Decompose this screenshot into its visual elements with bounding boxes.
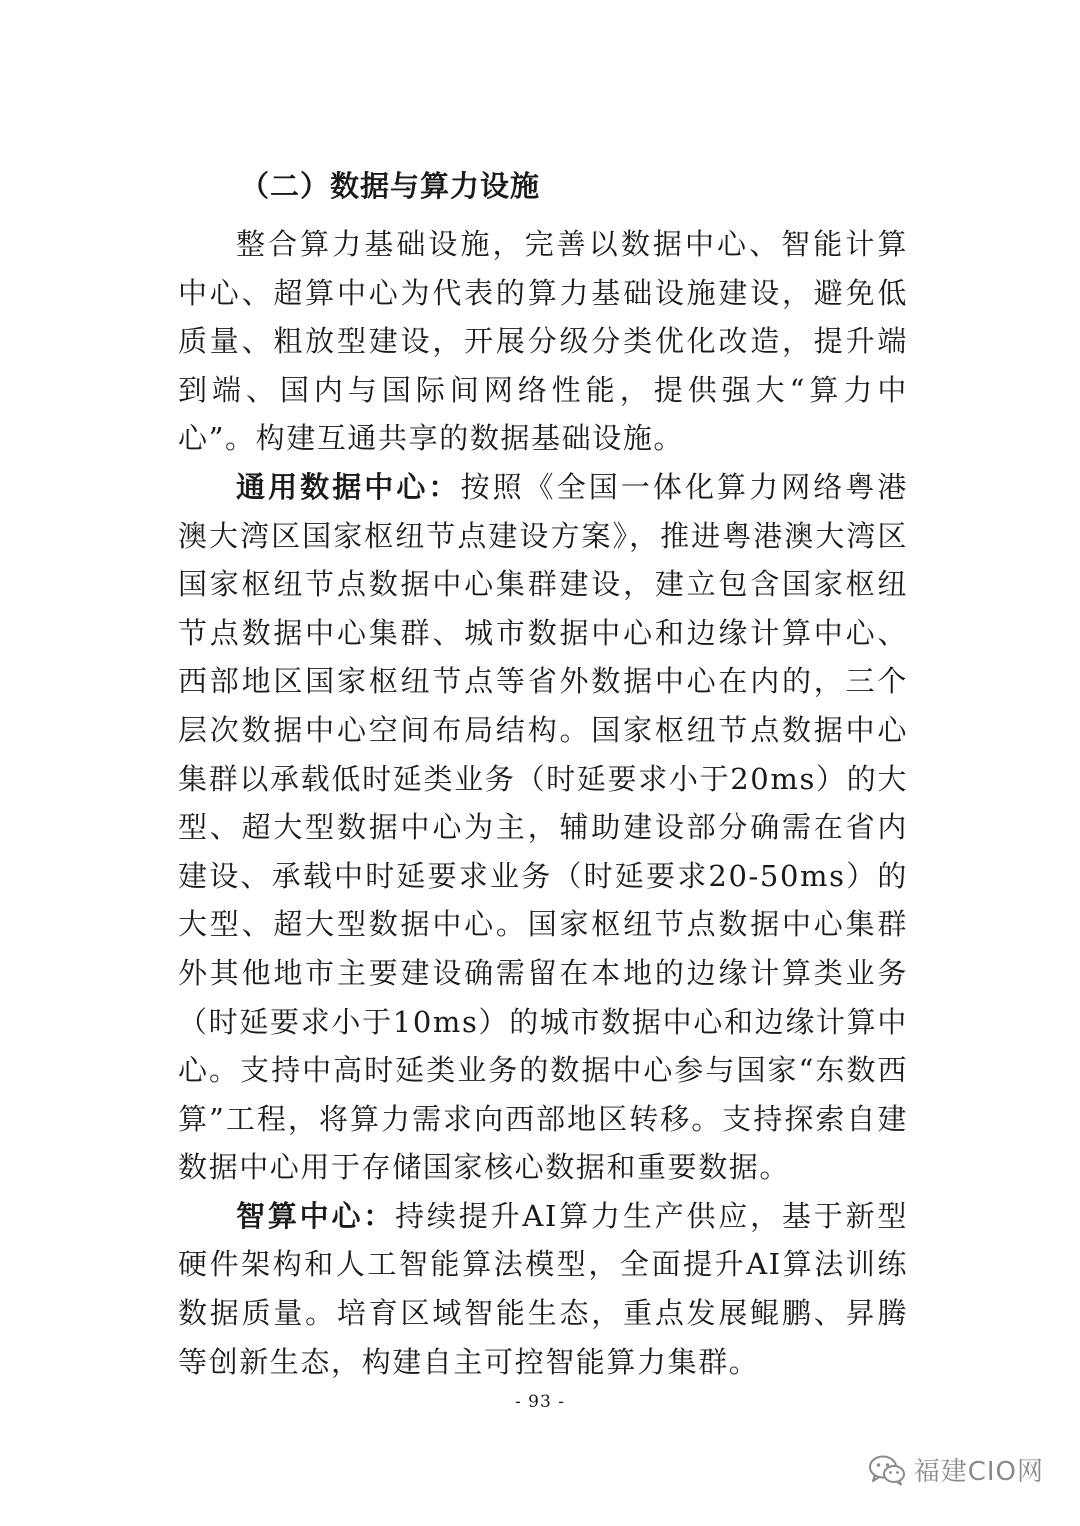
paragraph-intelligent-computing-center [178,1192,908,1386]
paragraph-general-data-center [178,463,908,1192]
section-heading: （二）数据与算力设施 [240,169,541,203]
wechat-icon [868,1454,906,1486]
document-body [178,220,908,1386]
watermark [868,1451,1044,1488]
page-number: - 93 - [515,1392,565,1412]
paragraph-general-data-center-lead: 通用数据中心： [236,469,461,504]
paragraph-general-data-center-text: 按照《全国一体化算力网络粤港澳大湾区国家枢纽节点建设方案》，推进粤港澳大湾区国家枢纽节点数据中心集群建设，建立包含国家枢纽节点数据中心集群、城市数据中心和边缘计算中心、西部地区国家枢纽节点等省外数据中心在内的，三个层次数据中心空间布局结构。国家枢纽节点数据中心集群以承载低时延类业务（时延要求小于20ms）的大型、超大型数据中心为主，辅助建设部分确需在省内建设、承载中时延要求业务（时延要求20-50ms）的大型、超大型数据中心。国家枢纽节点数据中心集群外其他地市主要建设确需留在本地的边缘计算类业务（时延要求小于10ms）的城市数据中心和边缘计算中心。支持中高时延类业务的数据中心参与国家“东数西算”工程，将算力需求向西部地区转移。支持探索自建数据中心用于存储国家核心数据和重要数据。 [178,469,909,1185]
paragraph-intro-text: 整合算力基础设施，完善以数据中心、智能计算中心、超算中心为代表的算力基础设施建设，避免低质量、粗放型建设，开展分级分类优化改造，提升端到端、国内与国际间网络性能，提供强大“算力中心”。构建互通共享的数据基础设施。 [178,227,908,456]
watermark-text: 福建CIO网 [913,1457,1044,1487]
paragraph-intelligent-computing-center-lead: 智算中心： [236,1198,396,1233]
paragraph-intro [178,220,908,463]
paragraph-intelligent-computing-center-text: 持续提升AI算力生产供应，基于新型硬件架构和人工智能算法模型，全面提升AI算法训练数据质量。培育区域智能生态，重点发展鲲鹏、昇腾等创新生态，构建自主可控智能算力集群。 [178,1198,908,1379]
